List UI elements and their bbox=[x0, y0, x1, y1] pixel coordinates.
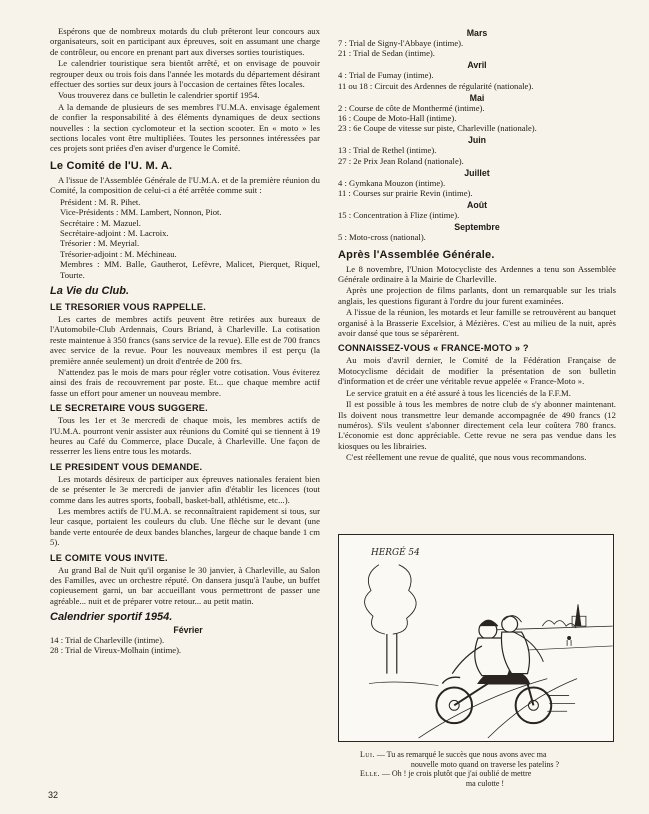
calendar-event: 15 : Concentration à Flize (intime). bbox=[338, 210, 460, 221]
cartoon-signature: HERGÉ 54 bbox=[371, 547, 420, 558]
calendrier-heading: Calendrier sportif 1954. bbox=[50, 611, 173, 624]
calendar-event: 4 : Trial de Fumay (intime). bbox=[338, 70, 434, 81]
calendar-month: Mai bbox=[469, 92, 485, 103]
caption-speaker-elle: Elle. bbox=[360, 769, 380, 779]
caption-lui-line-2: nouvelle moto quand on traverse les patelins ? bbox=[410, 759, 560, 769]
calendar-month: Juin bbox=[467, 135, 487, 146]
calendar-event: 28 : Trial de Vireux-Molhain (intime). bbox=[50, 645, 182, 656]
calendar-event: 11 : Courses sur prairie Revin (intime). bbox=[338, 188, 473, 199]
france-moto-paragraph: Le service gratuit en a été assuré à tous les licenciés de la F.F.M. bbox=[346, 387, 571, 398]
comite-role: Président : M. R. Pihet. bbox=[60, 196, 141, 207]
cartoon-illustration bbox=[338, 534, 614, 742]
france-moto-heading: CONNAISSEZ-VOUS « FRANCE-MOTO » ? bbox=[338, 343, 529, 354]
assemblee-heading: Après l'Assemblée Générale. bbox=[338, 248, 495, 261]
section-paragraph: Tous les 1er et 3e mercredi de chaque mois, les membres actifs de l'U.M.A. pourront venir assister aux réunions du Comité qui se tiennent à 19 heures au Café du Commerce, place Ducale, à Charleville. Une façon de resserrer les liens entre tous les motards. bbox=[50, 415, 323, 457]
calendar-event: 11 ou 18 : Circuit des Ardennes de régularité (nationale). bbox=[338, 80, 534, 91]
calendar-event: 27 : 2e Prix Jean Roland (nationale). bbox=[338, 155, 464, 166]
france-moto-paragraph: Il est possible à tous les membres de notre club de s'y abonner maintenant. Ils doivent nous transmettre leur demande accompagnée de 490 francs (12 numéros). S'ils veulent s'abonner directement cela leur coûtera 780 francs. L'économie est donc appréciable. Cette revue ne sera pas vendue dans les kiosques ou les librairies. bbox=[338, 399, 619, 451]
tresorier-heading: LE TRESORIER VOUS RAPPELLE. bbox=[50, 301, 206, 312]
comite-role: Trésorier : M. Meyrial. bbox=[60, 238, 140, 249]
calendar-continued bbox=[338, 28, 616, 243]
section-paragraph: Les membres actifs de l'U.M.A. se reconnaîtraient rapidement si tous, sur leur casque, portaient les couleurs du club. Une flèche sur le devant (une bande verte entourée de deux bandes blanches, largeur de chaque bande 1 cm 5). bbox=[50, 506, 323, 548]
calendar-event: 21 : Trial de Sedan (intime). bbox=[338, 48, 435, 59]
comite-heading: Le Comité de l'U. M. A. bbox=[50, 159, 173, 172]
section-paragraph: Les motards désireux de participer aux épreuves nationales feraient bien de se présenter le 3e mercredi de janvier afin d'établir les licences (tout comme dans les autres sports, fooball, basket-ball, athlétisme, etc...). bbox=[50, 473, 323, 505]
comite-role: Secrétaire : M. Mazuel. bbox=[60, 217, 141, 228]
assemblee-paragraph: A l'issue de la réunion, les motards et leur famille se retrouvèrent au banquet organisé à la Brasserie Excelsior, à Mézières. C'est au milieu de la nuit, après avoir dansé que tous se séparèrent. bbox=[338, 307, 619, 339]
assemblee-paragraph: Après une projection de films parlants, dont un remarquable sur les trials anglais, les questions figurant à l'ordre du jour furent examinées. bbox=[338, 285, 619, 306]
calendar-event: 13 : Trial de Rethel (intime). bbox=[338, 145, 437, 156]
caption-elle-line-2: ma culotte ! bbox=[465, 778, 505, 788]
calendar-month: Juillet bbox=[464, 167, 490, 178]
section-paragraph: N'attendez pas le mois de mars pour régler votre cotisation. Vous éviterez ainsi des frais de recouvrement par poste. Et... que chaque membre actif fasse un effort pour amener un nouveau membre. bbox=[50, 366, 323, 398]
comite-role: Secrétaire-adjoint : M. Lacroix. bbox=[60, 227, 169, 238]
president-heading: LE PRESIDENT VOUS DEMANDE. bbox=[50, 461, 203, 472]
calendar-event: 2 : Course de côte de Monthermé (intime). bbox=[338, 102, 485, 113]
calendar-event: 7 : Trial de Signy-l'Abbaye (intime). bbox=[338, 38, 464, 48]
calendar-month: Août bbox=[466, 200, 488, 211]
secretaire-heading: LE SECRETAIRE VOUS SUGGERE. bbox=[50, 403, 208, 414]
intro-paragraph: Espérons que de nombreux motards du club prêteront leur concours aux organisateurs, soit en participant aux épreuves, soit en assumant une charge de contrôleur, ou encore en prenant part aux diverses sorties touristiques. bbox=[50, 26, 323, 57]
calendar-month: Février bbox=[173, 625, 203, 636]
right-column bbox=[338, 26, 619, 464]
caption-elle-line-1: — Oh ! je crois plutôt que j'ai oublié de mettre bbox=[381, 769, 532, 779]
caption-speaker-lui: Lui. bbox=[360, 750, 375, 759]
calendar-event: 16 : Coupe de Moto-Hall (intime). bbox=[338, 113, 457, 124]
caption-lui-line-1: — Tu as remarqué le succès que nous avons avec ma bbox=[376, 750, 547, 759]
calendar-month: Mars bbox=[466, 28, 488, 38]
section-paragraph: Au grand Bal de Nuit qu'il organise le 30 janvier, à Charleville, au Salon des Familles, avec un orchestre réputé. On dansera jusqu'à l'aube, un buffet copieusement garni, un bar accueillant vous permettront de passer une agréable... nuit et de préparer votre retour... au petit matin. bbox=[50, 564, 323, 606]
cartoon-drawing bbox=[339, 535, 613, 741]
comite-invite-heading: LE COMITE VOUS INVITE. bbox=[50, 552, 168, 563]
calendar-event: 23 : 6e Coupe de vitesse sur piste, Charleville (nationale). bbox=[338, 123, 537, 134]
intro-paragraph: Vous trouverez dans ce bulletin le calendrier sportif 1954. bbox=[58, 90, 260, 101]
intro-paragraph: Le calendrier touristique sera bientôt arrêté, et on envisage de pouvoir regrouper deux ou trois fois dans l'année les motards du département désirant effectuer des sorties sur deux jours à l'occasion de certaines fêtes locales. bbox=[50, 58, 323, 90]
calendar-month: Avril bbox=[467, 60, 487, 71]
france-moto-paragraph: C'est réellement une revue de qualité, que nous vous recommandons. bbox=[346, 452, 587, 463]
cartoon-caption bbox=[360, 750, 610, 788]
calendar-event: 4 : Gymkana Mouzon (intime). bbox=[338, 177, 446, 188]
comite-intro: A l'issue de l'Assemblée Générale de l'U.M.A. et de la première réunion du Comité, la composition de celui-ci a été arrêtée comme suit : bbox=[50, 174, 323, 196]
comite-role: Vice-Présidents : MM. Lambert, Nonnon, Piot. bbox=[60, 207, 222, 218]
comite-role: Trésorier-adjoint : M. Méchineau. bbox=[60, 248, 177, 259]
vie-club-heading: La Vie du Club. bbox=[50, 284, 130, 297]
calendar-event: 5 : Moto-cross (national). bbox=[338, 232, 426, 243]
calendar-month: Septembre bbox=[454, 222, 500, 233]
left-column bbox=[50, 26, 323, 656]
france-moto-paragraph: Au mois d'avril dernier, le Comité de la Fédération Française de Motocyclisme décidait de modifier la présentation de son bulletin d'information et de créer une véritable revue appelée « France-Moto ». bbox=[338, 355, 619, 387]
page-number: 32 bbox=[48, 790, 59, 800]
assemblee-paragraph: Le 8 novembre, l'Union Motocycliste des Ardennes a tenu son Assemblée Générale ordinaire à la Mairie de Charleville. bbox=[338, 263, 619, 285]
intro-paragraph: A la demande de plusieurs de ses membres l'U.M.A. envisage également de confier la responsabilité à des éléments dynamiques de deux sections nouvelles : la section cyclomoteur et la section scooter. En « moto » les sections locales vont être multipliées. Toutes les personnes intéressées par ces projets sont priées d'en aviser d'urgence le Comité. bbox=[50, 101, 323, 154]
section-paragraph: Les cartes de membres actifs peuvent être retirées aux bureaux de l'Automobile-Club Ardennais, Cours Briand, à Charleville. La cotisation reste maintenue à 350 francs (sans service de la revue). Elle est de 700 francs avec service de la revue. Pour les nouveaux membres il est perçu (la première année seulement) un droit d'entrée de 200 frs. bbox=[50, 313, 323, 366]
comite-role: Membres : MM. Balle, Gautherot, Lefèvre, Malicet, Pierquet, Riquel, Tourte. bbox=[60, 259, 323, 280]
calendar-event: 14 : Trial de Charleville (intime). bbox=[50, 635, 165, 646]
